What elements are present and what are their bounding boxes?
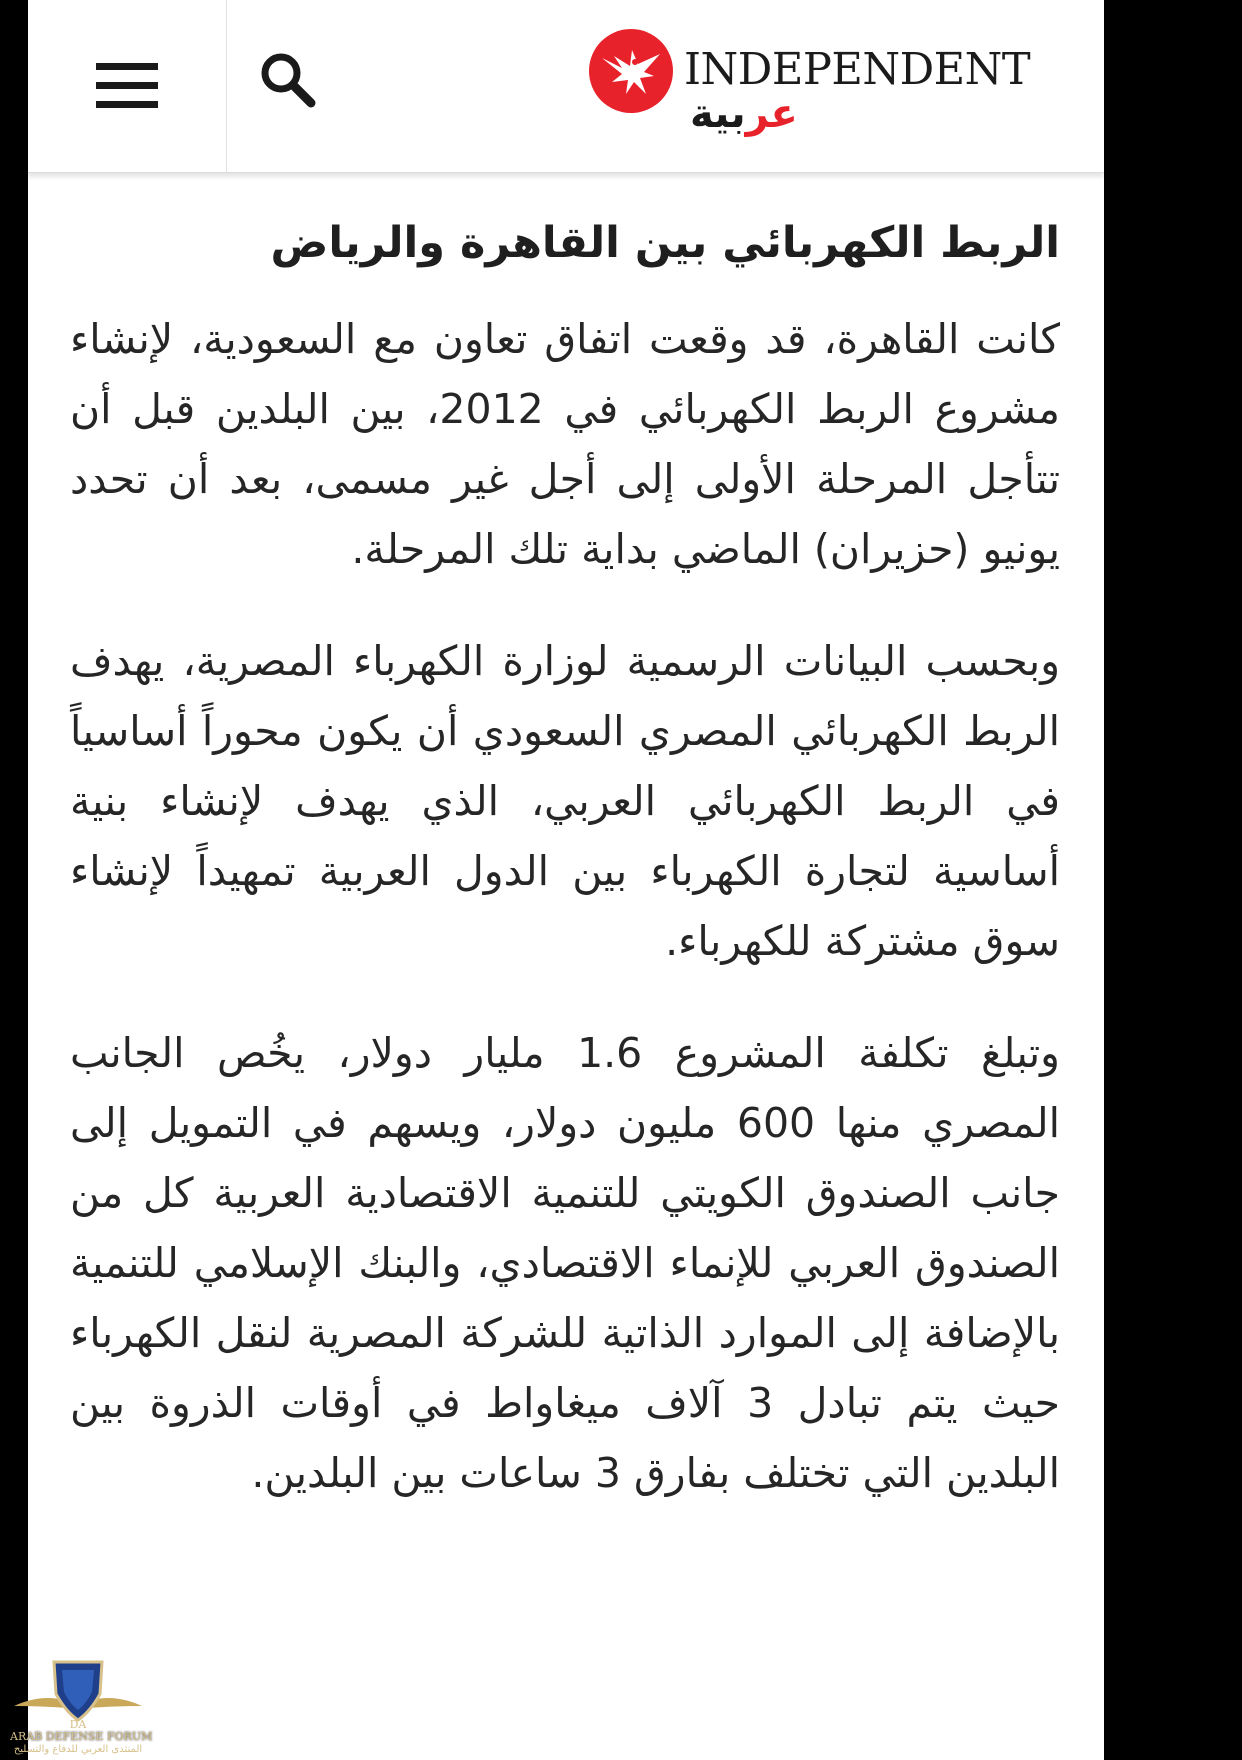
watermark-title: ARAB DEFENSE FORUM — [10, 1730, 153, 1743]
menu-button[interactable] — [28, 0, 227, 172]
article-paragraph: وتبلغ تكلفة المشروع 1.6 مليار دولار، يخُص الجانب المصري منها 600 مليون دولار، ويسهم في التمويل إلى جانب الصندوق الكويتي للتنمية الاقتصادية العربية كل من الصندوق العربي للإنماء الاقتصادي، والبنك الإسلامي للتنمية بالإضافة إلى الموارد الذاتية للشركة المصرية لنقل الكهرباء حيث يتم تبادل 3 آلاف ميغاواط في أوقات الذروة بين البلدين التي تختلف بفارق 3 ساعات بين البلدين. — [70, 1029, 1060, 1497]
logo-arabic-red: عر — [745, 91, 798, 137]
article-paragraph: كانت القاهرة، قد وقعت اتفاق تعاون مع السعودية، لإنشاء مشروع الربط الكهربائي في 2012، بين البلدين قبل أن تتأجل المرحلة الأولى إلى أجل غير مسمى، بعد أن تحدد يونيو (حزيران) الماضي بداية تلك المرحلة. — [70, 315, 1060, 573]
shield-wings-logo-icon — [10, 1650, 146, 1732]
svg-text:DA: DA — [69, 1718, 87, 1731]
logo-wordmark: INDEPENDENT — [684, 44, 1031, 95]
eagle-logo-icon — [588, 28, 674, 114]
article-body — [70, 172, 1060, 1508]
logo-arabic — [690, 91, 798, 137]
site-logo[interactable] — [588, 26, 1088, 146]
page — [28, 0, 1104, 1760]
hamburger-menu-icon — [96, 61, 158, 111]
section-subheading: الربط الكهربائي بين القاهرة والرياض — [270, 218, 1060, 268]
search-icon — [259, 51, 317, 109]
logo-arabic-black: بية — [690, 91, 746, 137]
site-header — [28, 0, 1104, 173]
forum-watermark — [10, 1650, 153, 1760]
article-paragraph: وبحسب البيانات الرسمية لوزارة الكهرباء المصرية، يهدف الربط الكهربائي المصري السعودي أن يكون محوراً أساسياً في الربط الكهربائي العربي، الذي يهدف لإنشاء بنية أساسية لتجارة الكهرباء بين الدول العربية تمهيداً لإنشاء سوق مشتركة للكهرباء. — [70, 637, 1060, 965]
search-button[interactable] — [248, 40, 328, 120]
watermark-subtitle: المنتدى العربي للدفاع والتسليح — [13, 1744, 143, 1755]
